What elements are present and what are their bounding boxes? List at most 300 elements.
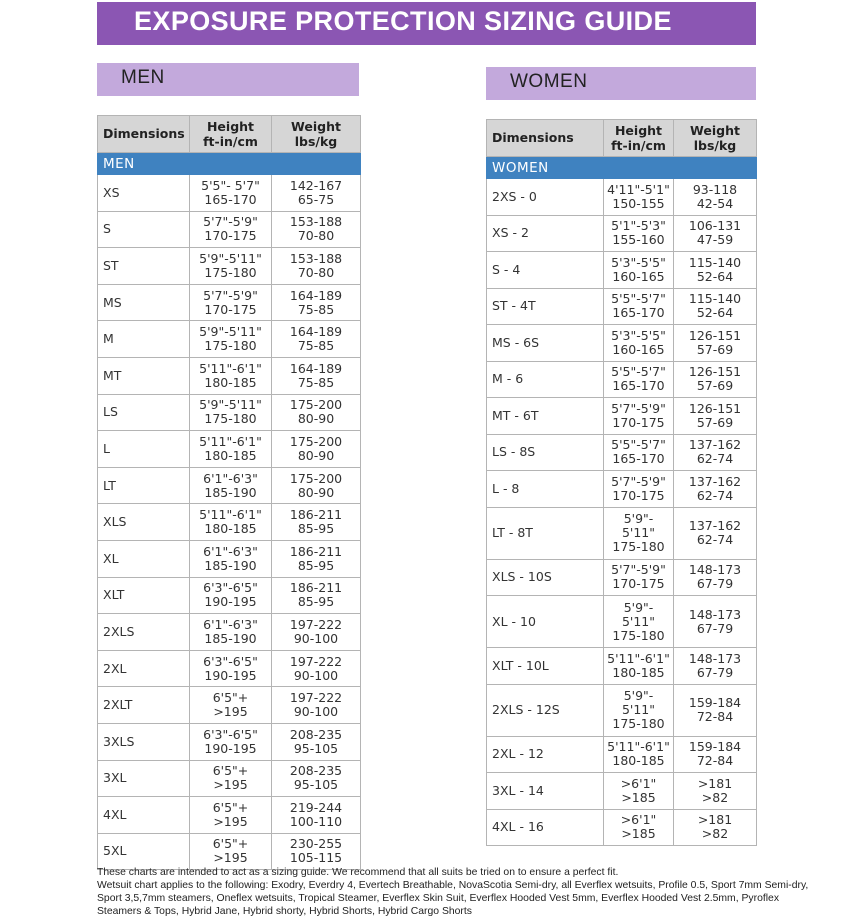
weight-value: 95-105 xyxy=(293,777,339,793)
height-cell xyxy=(604,361,674,398)
height-cell xyxy=(190,797,272,834)
table-row xyxy=(98,760,361,797)
weight-value: 67-79 xyxy=(696,620,734,636)
table-row xyxy=(487,215,757,252)
height-value: >185 xyxy=(621,826,656,842)
height-header-unit: ft-in/cm xyxy=(611,138,666,153)
weight-cell xyxy=(674,559,757,596)
table-row xyxy=(98,394,361,431)
weight-cell xyxy=(272,431,361,468)
table-row xyxy=(98,797,361,834)
size-label: LS xyxy=(98,394,190,431)
height-value: 165-170 xyxy=(612,378,665,394)
weight-value: 175-200 xyxy=(289,470,343,486)
height-value: 5'9"- xyxy=(623,599,654,615)
height-value: >195 xyxy=(213,777,248,793)
table-row xyxy=(98,723,361,760)
weight-value: 52-64 xyxy=(696,305,734,321)
weight-cell xyxy=(674,596,757,648)
weight-value: 208-235 xyxy=(289,763,343,779)
height-cell xyxy=(190,175,272,212)
size-label: ST xyxy=(98,248,190,285)
table-row xyxy=(98,504,361,541)
weight-value: 42-54 xyxy=(696,195,734,211)
height-value: 5'11"-6'1" xyxy=(607,650,670,666)
weight-value: 137-162 xyxy=(688,437,742,453)
weight-value: 100-110 xyxy=(289,813,343,829)
height-cell xyxy=(604,596,674,648)
weight-value: 106-131 xyxy=(688,218,742,234)
weight-value: 67-79 xyxy=(696,576,734,592)
women-size-table xyxy=(486,119,757,846)
height-value: 5'5"-5'7" xyxy=(611,437,666,453)
weight-value: 164-189 xyxy=(289,287,343,303)
table-row xyxy=(98,467,361,504)
height-value: 6'3"-6'5" xyxy=(203,726,258,742)
height-value: >6'1" xyxy=(620,775,657,791)
dimensions-header: Dimensions xyxy=(487,120,604,157)
weight-value: 164-189 xyxy=(289,324,343,340)
height-value: 5'5"- 5'7" xyxy=(201,177,260,193)
weight-value: 186-211 xyxy=(289,507,343,523)
height-cell xyxy=(190,321,272,358)
women-header-row xyxy=(487,120,757,157)
table-row xyxy=(487,325,757,362)
height-cell xyxy=(604,736,674,773)
weight-value: 164-189 xyxy=(289,360,343,376)
height-value: 175-180 xyxy=(612,716,665,731)
size-label: 5XL xyxy=(98,833,190,870)
weight-value: 159-184 xyxy=(688,695,742,710)
height-value: 5'7"-5'9" xyxy=(203,287,258,303)
size-label: M - 6 xyxy=(487,361,604,398)
size-label: 2XS - 0 xyxy=(487,179,604,216)
height-value: 5'1"-5'3" xyxy=(611,218,666,234)
height-value: 170-175 xyxy=(612,576,665,592)
size-label: MT - 6T xyxy=(487,398,604,435)
height-value: 175-180 xyxy=(612,539,665,554)
title-banner xyxy=(97,2,756,45)
weight-cell xyxy=(674,252,757,289)
height-value: 5'3"-5'5" xyxy=(611,254,666,270)
height-cell xyxy=(190,650,272,687)
height-value: 5'11"-6'1" xyxy=(199,507,262,523)
men-band-row xyxy=(98,153,361,175)
weight-header-unit: lbs/kg xyxy=(693,138,737,153)
weight-value: 80-90 xyxy=(297,484,335,500)
table-row xyxy=(487,179,757,216)
weight-cell xyxy=(272,723,361,760)
height-value: 5'11"-6'1" xyxy=(607,739,670,755)
table-row xyxy=(98,431,361,468)
height-cell xyxy=(190,211,272,248)
weight-cell xyxy=(674,736,757,773)
height-cell xyxy=(190,504,272,541)
height-cell xyxy=(604,773,674,810)
table-row xyxy=(487,252,757,289)
weight-value: 126-151 xyxy=(688,364,742,380)
size-label: S - 4 xyxy=(487,252,604,289)
weight-value: 175-200 xyxy=(289,433,343,449)
weight-header-label: Weight xyxy=(690,123,740,138)
weight-value: 197-222 xyxy=(289,690,343,706)
women-band-label: WOMEN xyxy=(487,157,757,179)
height-cell xyxy=(190,540,272,577)
height-cell xyxy=(604,179,674,216)
weight-value: 62-74 xyxy=(696,487,734,503)
footnote xyxy=(97,866,817,918)
height-value: 180-185 xyxy=(204,374,257,390)
size-label: MT xyxy=(98,357,190,394)
height-value: 190-195 xyxy=(204,740,257,756)
weight-value: 85-95 xyxy=(297,557,335,573)
women-section-heading xyxy=(486,67,756,100)
weight-value: 148-173 xyxy=(688,650,742,666)
height-value: 4'11"-5'1" xyxy=(607,181,670,197)
weight-value: 142-167 xyxy=(289,177,343,193)
weight-value: 126-151 xyxy=(688,400,742,416)
men-header-row xyxy=(98,116,361,153)
weight-value: 62-74 xyxy=(696,451,734,467)
size-label: XLT xyxy=(98,577,190,614)
height-header xyxy=(190,116,272,153)
weight-header xyxy=(674,120,757,157)
weight-cell xyxy=(674,507,757,559)
height-value: 170-175 xyxy=(612,414,665,430)
weight-value: 47-59 xyxy=(696,232,734,248)
height-value: 185-190 xyxy=(204,484,257,500)
weight-cell xyxy=(272,760,361,797)
height-value: 170-175 xyxy=(204,301,257,317)
footnote-sizing-note: These charts are intended to act as a sizing guide. We recommend that all suits be tried on to ensure a perfect fit. xyxy=(97,867,619,878)
height-cell xyxy=(604,398,674,435)
height-value: 6'1"-6'3" xyxy=(203,616,258,632)
weight-value: 175-200 xyxy=(289,397,343,413)
weight-cell xyxy=(272,833,361,870)
height-cell xyxy=(604,325,674,362)
height-cell xyxy=(190,284,272,321)
weight-cell xyxy=(272,248,361,285)
weight-cell xyxy=(272,797,361,834)
table-row xyxy=(487,773,757,810)
weight-cell xyxy=(272,650,361,687)
height-cell xyxy=(604,215,674,252)
table-row xyxy=(487,648,757,685)
height-value: 5'7"-5'9" xyxy=(203,214,258,230)
weight-cell xyxy=(272,504,361,541)
height-header-unit: ft-in/cm xyxy=(203,134,258,149)
weight-value: 70-80 xyxy=(297,264,335,280)
table-row xyxy=(487,809,757,846)
height-value: 5'9"- xyxy=(623,688,654,703)
height-cell xyxy=(604,434,674,471)
weight-cell xyxy=(272,284,361,321)
table-row xyxy=(487,471,757,508)
height-value: 5'11"-6'1" xyxy=(199,360,262,376)
height-value: 175-180 xyxy=(612,627,665,643)
weight-cell xyxy=(272,211,361,248)
weight-cell xyxy=(674,398,757,435)
weight-cell xyxy=(674,648,757,685)
size-label: ST - 4T xyxy=(487,288,604,325)
weight-value: 85-95 xyxy=(297,594,335,610)
table-row xyxy=(98,248,361,285)
men-section-heading xyxy=(97,63,359,96)
weight-value: 57-69 xyxy=(696,414,734,430)
height-value: >195 xyxy=(213,704,248,720)
height-value: 5'9"- xyxy=(623,511,654,526)
height-cell xyxy=(190,431,272,468)
height-cell xyxy=(604,252,674,289)
height-value: 6'3"-6'5" xyxy=(203,580,258,596)
weight-value: 153-188 xyxy=(289,250,343,266)
height-value: 6'1"-6'3" xyxy=(203,543,258,559)
height-cell xyxy=(190,248,272,285)
footnote-applicable-suits: Wetsuit chart applies to the following: Exodry, Everdry 4, Evertech Breathable, NovaScotia Semi-dry, all Everflex wetsuits, Profile 0.5, Sport 7mm Semi-dry, Sport 3,5,7mm steamers, Oneflex wetsuits, Tropical Steamer, Everflex Skin Suit, Everflex Hooded Vest 5mm, Everflex Hooded Vest 2.5mm, Pyroflex Steamers & Tops, Hybrid Jane, Hybrid shorty, Hybrid Shorts, Hybrid Cargo Shorts xyxy=(97,880,809,917)
size-label: XS - 2 xyxy=(487,215,604,252)
size-label: M xyxy=(98,321,190,358)
size-label: 2XLS - 12S xyxy=(487,684,604,736)
size-label: MS - 6S xyxy=(487,325,604,362)
weight-value: 85-95 xyxy=(297,521,335,537)
size-label: 2XL xyxy=(98,650,190,687)
weight-cell xyxy=(674,179,757,216)
height-value: 6'3"-6'5" xyxy=(203,653,258,669)
height-value: 160-165 xyxy=(612,268,665,284)
height-value: 185-190 xyxy=(204,630,257,646)
weight-cell xyxy=(272,394,361,431)
height-value: 180-185 xyxy=(612,664,665,680)
table-row xyxy=(98,540,361,577)
weight-value: 105-115 xyxy=(289,850,343,866)
height-cell xyxy=(190,577,272,614)
size-label: 3XLS xyxy=(98,723,190,760)
weight-value: 75-85 xyxy=(297,374,335,390)
table-row xyxy=(487,398,757,435)
weight-cell xyxy=(272,687,361,724)
table-row xyxy=(487,361,757,398)
height-cell xyxy=(604,648,674,685)
page-title: EXPOSURE PROTECTION SIZING GUIDE xyxy=(134,6,672,36)
height-value: 5'5"-5'7" xyxy=(611,364,666,380)
height-value: 180-185 xyxy=(612,753,665,769)
height-value: 5'11" xyxy=(621,613,656,629)
height-cell xyxy=(190,687,272,724)
table-row xyxy=(487,559,757,596)
height-value: 5'9"-5'11" xyxy=(199,324,262,340)
height-value: 180-185 xyxy=(204,521,257,537)
height-value: 6'5"+ xyxy=(212,836,249,852)
table-row xyxy=(487,507,757,559)
table-row xyxy=(98,833,361,870)
dimensions-header: Dimensions xyxy=(98,116,190,153)
men-heading-label: MEN xyxy=(121,67,165,88)
size-label: MS xyxy=(98,284,190,321)
weight-cell xyxy=(674,684,757,736)
women-heading-label: WOMEN xyxy=(510,71,588,92)
height-cell xyxy=(190,357,272,394)
weight-value: 75-85 xyxy=(297,338,335,354)
height-value: 190-195 xyxy=(204,667,257,683)
height-cell xyxy=(190,614,272,651)
size-label: 4XL - 16 xyxy=(487,809,604,846)
height-value: 5'11"-6'1" xyxy=(199,433,262,449)
table-row xyxy=(98,211,361,248)
size-label: LT xyxy=(98,467,190,504)
weight-value: 197-222 xyxy=(289,653,343,669)
weight-cell xyxy=(674,361,757,398)
size-label: 2XLS xyxy=(98,614,190,651)
table-row xyxy=(98,614,361,651)
weight-cell xyxy=(272,357,361,394)
height-value: 185-190 xyxy=(204,557,257,573)
height-value: 5'9"-5'11" xyxy=(199,250,262,266)
weight-value: >82 xyxy=(701,826,729,842)
size-label: XLT - 10L xyxy=(487,648,604,685)
height-value: 5'7"-5'9" xyxy=(611,562,666,578)
weight-value: 90-100 xyxy=(293,667,339,683)
height-value: 155-160 xyxy=(612,232,665,248)
table-row xyxy=(98,687,361,724)
weight-cell xyxy=(272,175,361,212)
height-value: >195 xyxy=(213,850,248,866)
weight-cell xyxy=(674,809,757,846)
table-row xyxy=(98,321,361,358)
size-label: XS xyxy=(98,175,190,212)
weight-value: 137-162 xyxy=(688,473,742,489)
height-value: 5'5"-5'7" xyxy=(611,291,666,307)
height-value: >195 xyxy=(213,813,248,829)
weight-value: 62-74 xyxy=(696,532,734,547)
weight-value: 80-90 xyxy=(297,447,335,463)
weight-value: 219-244 xyxy=(289,799,343,815)
table-row xyxy=(98,577,361,614)
height-cell xyxy=(604,507,674,559)
height-value: 180-185 xyxy=(204,447,257,463)
height-value: >185 xyxy=(621,789,656,805)
height-value: 175-180 xyxy=(204,411,257,427)
height-value: 5'7"-5'9" xyxy=(611,400,666,416)
weight-value: 57-69 xyxy=(696,378,734,394)
height-value: 6'5"+ xyxy=(212,799,249,815)
height-cell xyxy=(604,809,674,846)
weight-value: 126-151 xyxy=(688,327,742,343)
size-label: 2XLT xyxy=(98,687,190,724)
size-label: XL xyxy=(98,540,190,577)
weight-value: 57-69 xyxy=(696,341,734,357)
height-value: 5'11" xyxy=(621,525,656,540)
weight-value: 186-211 xyxy=(289,543,343,559)
weight-header xyxy=(272,116,361,153)
weight-value: 70-80 xyxy=(297,228,335,244)
table-row xyxy=(487,434,757,471)
height-value: 5'9"-5'11" xyxy=(199,397,262,413)
weight-cell xyxy=(674,325,757,362)
size-label: XL - 10 xyxy=(487,596,604,648)
weight-value: 65-75 xyxy=(297,191,335,207)
weight-value: 159-184 xyxy=(688,739,742,755)
height-value: 175-180 xyxy=(204,338,257,354)
table-row xyxy=(487,684,757,736)
weight-value: 90-100 xyxy=(293,704,339,720)
size-label: 3XL - 14 xyxy=(487,773,604,810)
height-value: 175-180 xyxy=(204,264,257,280)
height-cell xyxy=(190,394,272,431)
size-label: LT - 8T xyxy=(487,507,604,559)
size-label: XLS xyxy=(98,504,190,541)
weight-value: 148-173 xyxy=(688,606,742,622)
table-row xyxy=(98,650,361,687)
height-value: 5'11" xyxy=(621,702,656,717)
weight-header-label: Weight xyxy=(291,119,341,134)
weight-value: 137-162 xyxy=(688,518,742,533)
men-size-table xyxy=(97,115,361,870)
weight-value: 90-100 xyxy=(293,630,339,646)
size-label: 4XL xyxy=(98,797,190,834)
weight-value: 67-79 xyxy=(696,664,734,680)
height-value: 150-155 xyxy=(612,195,665,211)
height-cell xyxy=(604,684,674,736)
weight-value: 93-118 xyxy=(692,181,738,197)
height-value: 5'3"-5'5" xyxy=(611,327,666,343)
weight-value: 52-64 xyxy=(696,268,734,284)
weight-value: >181 xyxy=(697,812,733,828)
height-value: >6'1" xyxy=(620,812,657,828)
weight-value: 72-84 xyxy=(696,753,734,769)
weight-value: 75-85 xyxy=(297,301,335,317)
size-label: 2XL - 12 xyxy=(487,736,604,773)
weight-header-unit: lbs/kg xyxy=(294,134,338,149)
height-value: 6'5"+ xyxy=(212,763,249,779)
height-cell xyxy=(190,467,272,504)
size-label: LS - 8S xyxy=(487,434,604,471)
size-label: 3XL xyxy=(98,760,190,797)
weight-value: 197-222 xyxy=(289,616,343,632)
table-row xyxy=(487,288,757,325)
weight-cell xyxy=(272,577,361,614)
table-row xyxy=(98,175,361,212)
height-value: 6'1"-6'3" xyxy=(203,470,258,486)
height-value: 170-175 xyxy=(204,228,257,244)
height-value: 165-170 xyxy=(612,305,665,321)
height-cell xyxy=(190,833,272,870)
weight-value: >82 xyxy=(701,789,729,805)
weight-value: 208-235 xyxy=(289,726,343,742)
weight-cell xyxy=(674,434,757,471)
table-row xyxy=(487,596,757,648)
women-band-row xyxy=(487,157,757,179)
size-label: L xyxy=(98,431,190,468)
weight-cell xyxy=(674,773,757,810)
weight-value: 148-173 xyxy=(688,562,742,578)
height-cell xyxy=(604,471,674,508)
size-label: S xyxy=(98,211,190,248)
table-row xyxy=(98,357,361,394)
table-row xyxy=(98,284,361,321)
height-cell xyxy=(190,760,272,797)
height-value: 160-165 xyxy=(612,341,665,357)
height-value: 5'7"-5'9" xyxy=(611,473,666,489)
height-header xyxy=(604,120,674,157)
men-band-label: MEN xyxy=(98,153,361,175)
height-value: 6'5"+ xyxy=(212,690,249,706)
weight-value: 115-140 xyxy=(688,291,742,307)
weight-value: 153-188 xyxy=(289,214,343,230)
size-label: XLS - 10S xyxy=(487,559,604,596)
weight-cell xyxy=(272,467,361,504)
weight-cell xyxy=(674,471,757,508)
weight-cell xyxy=(674,215,757,252)
